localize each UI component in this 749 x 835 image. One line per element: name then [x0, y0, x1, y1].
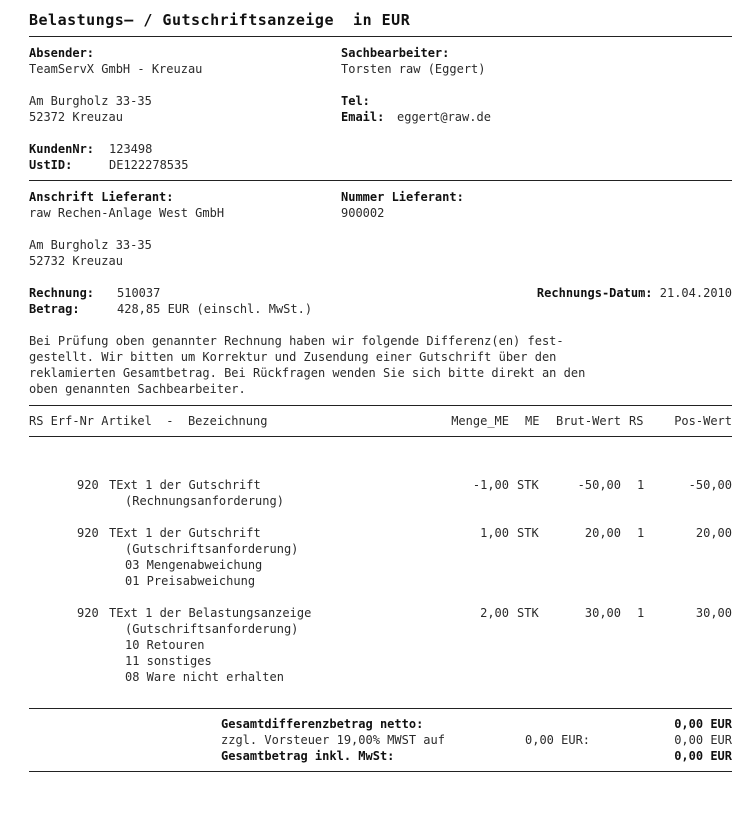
item-quantity: 2,00 [480, 606, 509, 620]
invoice-number: 510037 [117, 286, 161, 300]
divider-table-top [29, 405, 732, 406]
item-pos-value: -50,00 [688, 478, 732, 492]
invoice-amount-label: Betrag: [29, 302, 80, 316]
item-erf-nr: 920 [77, 606, 99, 620]
divider-top [29, 36, 732, 37]
email-label: Email: [341, 110, 385, 124]
vat-id: DE122278535 [109, 158, 189, 172]
sender-name: TeamServX GmbH - Kreuzau [29, 62, 203, 76]
total-vat-base: 0,00 EUR: [525, 733, 591, 747]
tel-label: Tel: [341, 94, 370, 108]
item-rs: 1 [637, 478, 645, 492]
item-gross-value: 20,00 [584, 526, 621, 540]
message-line: Bei Prüfung oben genannter Rechnung haben wir folgende Differenz(en) fest- [29, 334, 564, 348]
total-gross-label: Gesamtbetrag inkl. MwSt: [221, 749, 395, 763]
supplier-number: 900002 [341, 206, 385, 220]
item-unit: STK [517, 526, 539, 540]
supplier-name: raw Rechen-Anlage West GmbH [29, 206, 225, 220]
customer-no: 123498 [109, 142, 153, 156]
message-line: reklamierten Gesamtbetrag. Bei Rückfragen wenden Sie sich bitte direkt an den [29, 366, 586, 380]
item-sub-line: (Gutschriftsanforderung) [125, 622, 299, 636]
item-gross-value: -50,00 [577, 478, 621, 492]
item-description: TExt 1 der Belastungsanzeige [109, 606, 312, 620]
item-unit: STK [517, 606, 539, 620]
invoice-number-label: Rechnung: [29, 286, 95, 300]
item-erf-nr: 920 [77, 526, 99, 540]
invoice-date-label: Rechnungs-Datum: [536, 286, 653, 300]
total-net-label: Gesamtdifferenzbetrag netto: [221, 717, 424, 731]
item-gross-value: 30,00 [584, 606, 621, 620]
item-description: TExt 1 der Gutschrift [109, 526, 261, 540]
clerk-name: Torsten raw (Eggert) [341, 62, 486, 76]
supplier-number-label: Nummer Lieferant: [341, 190, 464, 204]
item-rs: 1 [637, 526, 645, 540]
sender-label: Absender: [29, 46, 95, 60]
divider-supplier [29, 180, 732, 181]
supplier-label: Anschrift Lieferant: [29, 190, 174, 204]
divider-bottom [29, 771, 732, 772]
customer-no-label: KundenNr: [29, 142, 95, 156]
item-erf-nr: 920 [77, 478, 99, 492]
item-pos-value: 20,00 [695, 526, 732, 540]
clerk-label: Sachbearbeiter: [341, 46, 450, 60]
item-sub-line: 11 sonstiges [125, 654, 212, 668]
item-sub-line: 08 Ware nicht erhalten [125, 670, 284, 684]
supplier-street: Am Burgholz 33-35 [29, 238, 152, 252]
table-header-pos: Pos-Wert [674, 414, 732, 428]
vat-id-label: UstID: [29, 158, 73, 172]
invoice-date-group [537, 285, 732, 301]
message-line: gestellt. Wir bitten um Korrektur und Zusendung einer Gutschrift über den [29, 350, 557, 364]
item-sub-line: 03 Mengenabweichung [125, 558, 263, 572]
item-sub-line: 01 Preisabweichung [125, 574, 256, 588]
item-description: TExt 1 der Gutschrift [109, 478, 261, 492]
page-title: Belastungs— / Gutschriftsanzeige in EUR [29, 11, 411, 29]
table-header-gross: Brut-Wert [555, 414, 621, 428]
table-header-left: RS Erf-Nr Artikel - Bezeichnung [29, 414, 268, 428]
total-vat-value: 0,00 EUR [674, 733, 732, 747]
email-value: eggert@raw.de [397, 110, 491, 124]
invoice-amount: 428,85 EUR (einschl. MwSt.) [117, 302, 313, 316]
item-sub-line: (Rechnungsanforderung) [125, 494, 284, 508]
item-quantity: 1,00 [480, 526, 509, 540]
table-header-rs: RS [629, 414, 644, 428]
message-block [29, 333, 585, 397]
message-line: oben genannten Sachbearbeiter. [29, 382, 246, 396]
total-gross-value: 0,00 EUR [674, 749, 732, 763]
supplier-city: 52732 Kreuzau [29, 254, 123, 268]
item-rs: 1 [637, 606, 645, 620]
table-header-qty: Menge_ME [451, 414, 509, 428]
total-net-value: 0,00 EUR [674, 717, 732, 731]
item-sub-line: (Gutschriftsanforderung) [125, 542, 299, 556]
item-quantity: -1,00 [472, 478, 509, 492]
divider-totals-top [29, 708, 732, 709]
item-unit: STK [517, 478, 539, 492]
total-vat-label: zzgl. Vorsteuer 19,00% MWST auf [221, 733, 445, 747]
item-pos-value: 30,00 [695, 606, 732, 620]
sender-city: 52372 Kreuzau [29, 110, 123, 124]
invoice-date: 21.04.2010 [659, 286, 732, 300]
table-header-me: ME [525, 414, 540, 428]
sender-street: Am Burgholz 33-35 [29, 94, 152, 108]
divider-table-header [29, 436, 732, 437]
item-sub-line: 10 Retouren [125, 638, 205, 652]
